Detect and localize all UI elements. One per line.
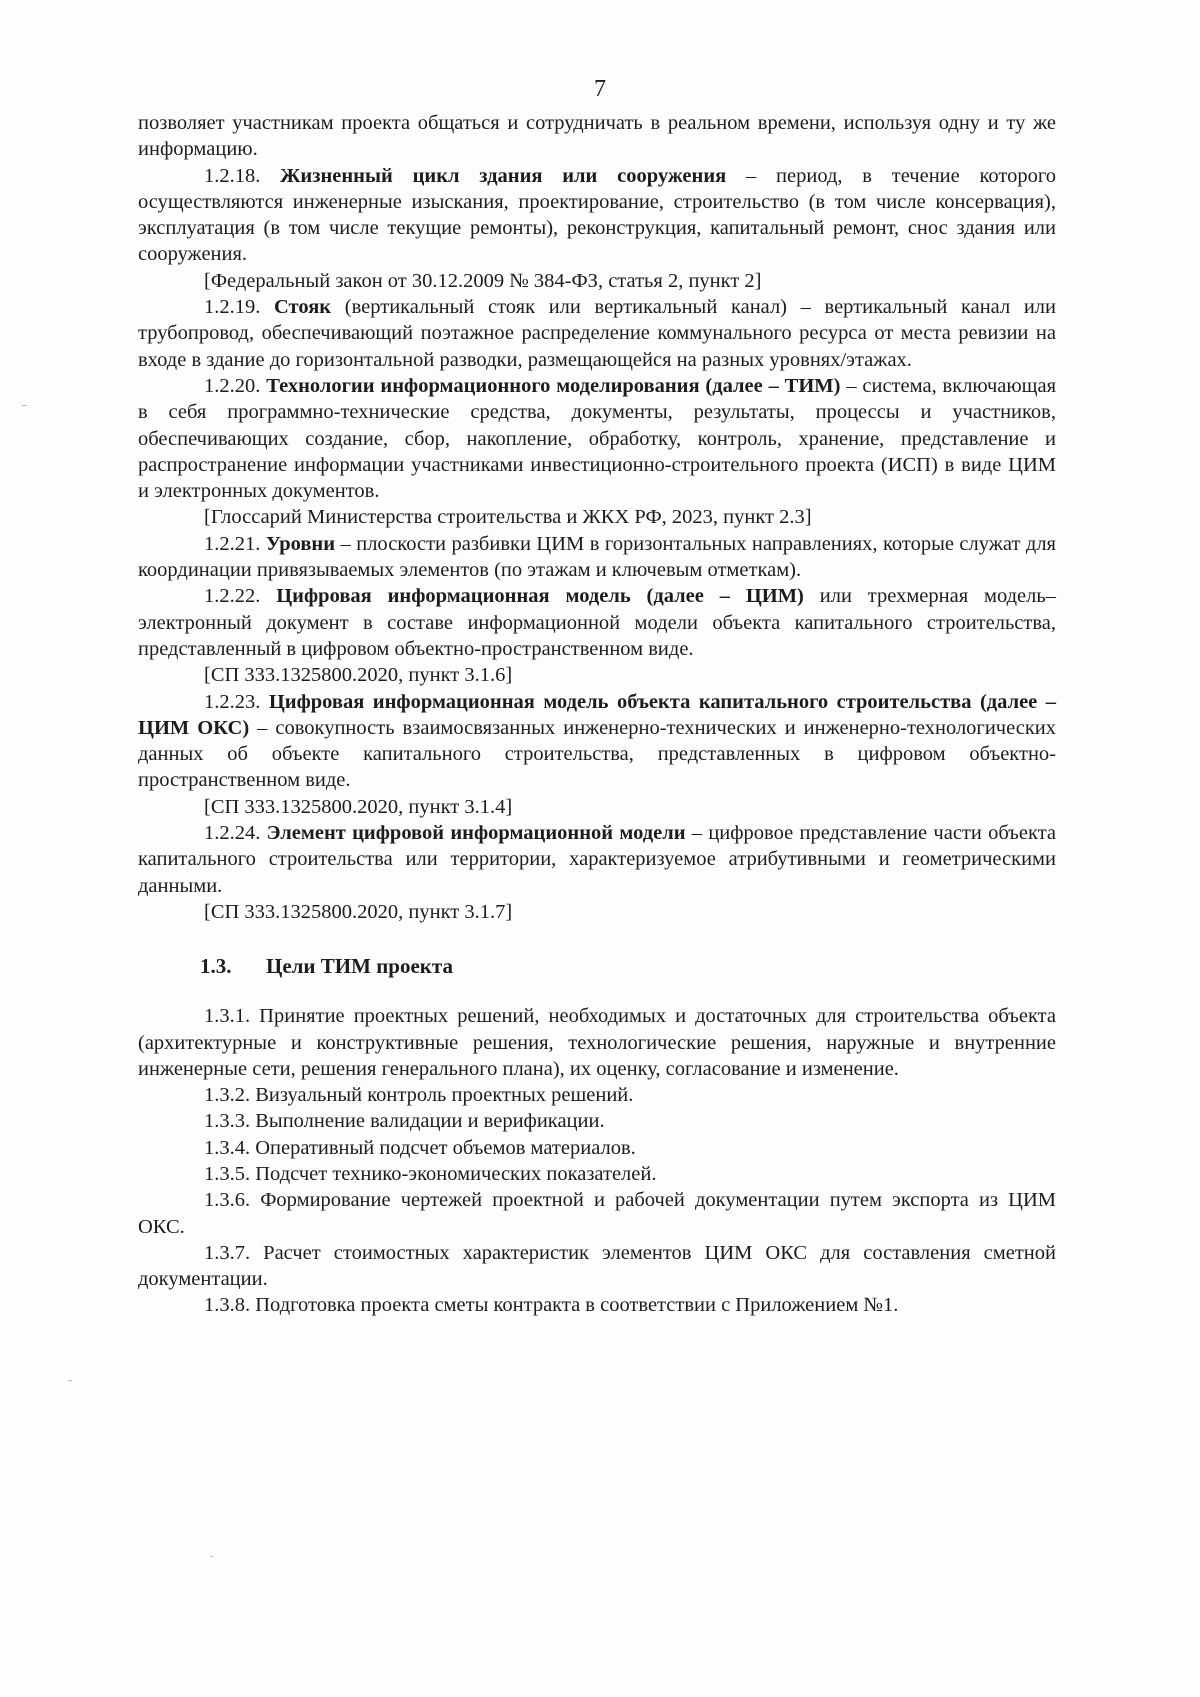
goal-item: 1.3.4. Оперативный подсчет объемов материалов. <box>204 1136 636 1159</box>
definition-reference: [Федеральный закон от 30.12.2009 № 384-ФЗ, статья 2, пункт 2] <box>204 269 762 292</box>
definition-1-2-19 <box>138 294 1056 373</box>
definition-reference: [СП 333.1325800.2020, пункт 3.1.6] <box>204 664 513 687</box>
definition-term: Стояк <box>274 296 332 319</box>
definition-term: Жизненный цикл здания или сооружения <box>280 164 727 187</box>
definition-1-2-22 <box>138 583 1056 662</box>
scan-speck <box>22 405 27 406</box>
goal-item: 1.3.2. Визуальный контроль проектных решений. <box>204 1084 634 1107</box>
definition-reference: [СП 333.1325800.2020, пункт 3.1.4] <box>204 795 513 818</box>
definition-reference: [СП 333.1325800.2020, пункт 3.1.7] <box>204 900 513 923</box>
definition-term: Цифровая информационная модель объекта капитального строительства (далее – ЦИМ ОКС) <box>138 690 1056 739</box>
definition-text: – плоскости разбивки ЦИМ в горизонтальных направлениях, которые служат для координации привязываемых элементов (по этажам и ключевым отметкам). <box>138 532 1056 582</box>
clause-number: 1.2.21. <box>204 532 261 555</box>
definition-text: – цифровое представление части объекта капитального строительства или территории, характеризуемое атрибутивными и геометрическими данными. <box>138 822 1057 897</box>
definition-text: – период, в течение которого осуществляются инженерные изыскания, проектирование, строительство (в том числе консервация), эксплуатация (в том числе текущие ремонты), реконструкция, капитальный ремонт, снос здания или сооружения. <box>138 164 1056 266</box>
definition-term: Уровни <box>265 532 336 555</box>
section-heading <box>138 951 1056 981</box>
definition-reference: [Глоссарий Министерства строительства и ЖКХ РФ, 2023, пункт 2.3] <box>204 506 812 529</box>
page-number: 7 <box>594 76 606 102</box>
goal-item: 1.3.5. Подсчет технико-экономических показателей. <box>204 1162 657 1185</box>
definition-text: (вертикальный стояк или вертикальный канал) – вертикальный канал или трубопровод, обеспечивающий поэтажное распределение коммунального ресурса от места ревизии на входе в здание до горизонтальной разводки, размещающейся на разных уровнях/этажах. <box>138 296 1056 371</box>
goal-item: 1.3.3. Выполнение валидации и верификации. <box>204 1110 605 1133</box>
section-title: Цели ТИМ проекта <box>266 954 453 979</box>
clause-number: 1.2.22. <box>204 585 261 608</box>
definition-text: – система, включающая в себя программно-технические средства, документы, результаты, процессы и участников, обеспечивающих создание, сбор, накопление, обработку, контроль, хранение, представление и распространение информации участниками инвестиционно-строительного проекта (ИСП) в виде ЦИМ и электронных документов. <box>138 374 1056 503</box>
section-number: 1.3. <box>200 954 232 979</box>
definition-1-2-20 <box>138 373 1056 504</box>
definition-term: Цифровая информационная модель (далее – ЦИМ) <box>276 585 804 608</box>
goal-item: 1.3.7. Расчет стоимостных характеристик элементов ЦИМ ОКС для составления сметной документации. <box>138 1241 1056 1291</box>
definition-term: Технологии информационного моделирования (далее – ТИМ) <box>266 374 841 397</box>
clause-number: 1.2.20. <box>204 374 261 397</box>
definition-term: Элемент цифровой информационной модели <box>266 822 686 845</box>
goal-item: 1.3.6. Формирование чертежей проектной и рабочей документации путем экспорта из ЦИМ ОКС. <box>138 1189 1056 1238</box>
document-body <box>138 110 1056 1319</box>
definition-1-2-24 <box>138 820 1056 899</box>
definition-text: – совокупность взаимосвязанных инженерно-технических и инженерно-технологических данных об объекте капитального строительства, представленных в цифровом объектно-пространственном виде. <box>138 716 1057 792</box>
intro-paragraph: позволяет участникам проекта общаться и сотрудничать в реальном времени, используя одну и ту же информацию. <box>138 112 1056 161</box>
definition-text: или трехмерная модель–электронный документ в составе информационной модели объекта капитального строительства, представленный в цифровом объектно-пространственном виде. <box>138 585 1056 660</box>
goal-item: 1.3.8. Подготовка проекта сметы контракта в соответствии с Приложением №1. <box>204 1294 899 1317</box>
goal-item: 1.3.1. Принятие проектных решений, необходимых и достаточных для строительства объекта (архитектурные и конструктивные решения, технологические решения, наружные и внутренние инженерные сети, решения генерального плана), их оценку, согласование и изменение. <box>138 1005 1056 1080</box>
clause-number: 1.2.24. <box>204 822 261 845</box>
definition-1-2-18 <box>138 163 1056 268</box>
scan-speck <box>68 1380 72 1381</box>
clause-number: 1.2.19. <box>204 296 261 319</box>
clause-number: 1.2.23. <box>204 690 261 713</box>
definition-1-2-21 <box>138 531 1056 584</box>
definition-1-2-23 <box>138 689 1056 794</box>
scan-speck <box>210 1556 213 1557</box>
clause-number: 1.2.18. <box>204 164 261 187</box>
